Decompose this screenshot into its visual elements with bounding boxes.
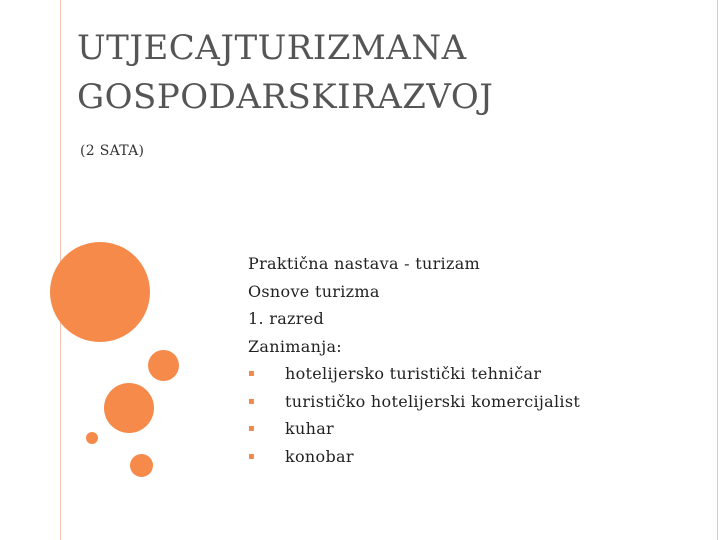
bullet-icon: ▪: [248, 395, 256, 407]
bullet-text: turističko hotelijerski komercijalist: [285, 391, 581, 411]
bullet-icon: ▪: [248, 368, 256, 379]
bullet-item: [248, 388, 708, 416]
bullet-item: [248, 443, 708, 471]
bullet-item: [248, 415, 708, 443]
bullet-icon: ▪: [248, 423, 256, 434]
content-line-subject: Osnove turizma: [248, 281, 380, 301]
bullet-text: konobar: [285, 446, 354, 466]
decor-circle-large: [50, 242, 150, 342]
slide-title: [77, 24, 697, 122]
title-line-1: UTJECAJTURIZMANA: [77, 28, 467, 68]
decor-circle-small: [130, 454, 153, 477]
decor-circle-medium: [104, 383, 154, 433]
bullet-text: hotelijersko turistički tehničar: [285, 364, 542, 383]
title-line-2: GOSPODARSKIRAZVOJ: [77, 77, 494, 117]
decor-circle-small: [86, 432, 98, 444]
content-line-course: Praktična nastava - turizam: [248, 254, 481, 273]
bullet-text: kuhar: [285, 419, 334, 438]
content-line-occupations: Zanimanja:: [248, 336, 342, 356]
right-frame-line: [717, 0, 718, 540]
content-line-grade: 1. razred: [248, 309, 325, 328]
bullet-icon: ▪: [248, 450, 256, 462]
slide-subtitle: (2 SATA): [80, 143, 145, 159]
slide-content: [248, 250, 708, 470]
bullet-item: [248, 360, 708, 388]
decor-circle-medium: [148, 350, 179, 381]
